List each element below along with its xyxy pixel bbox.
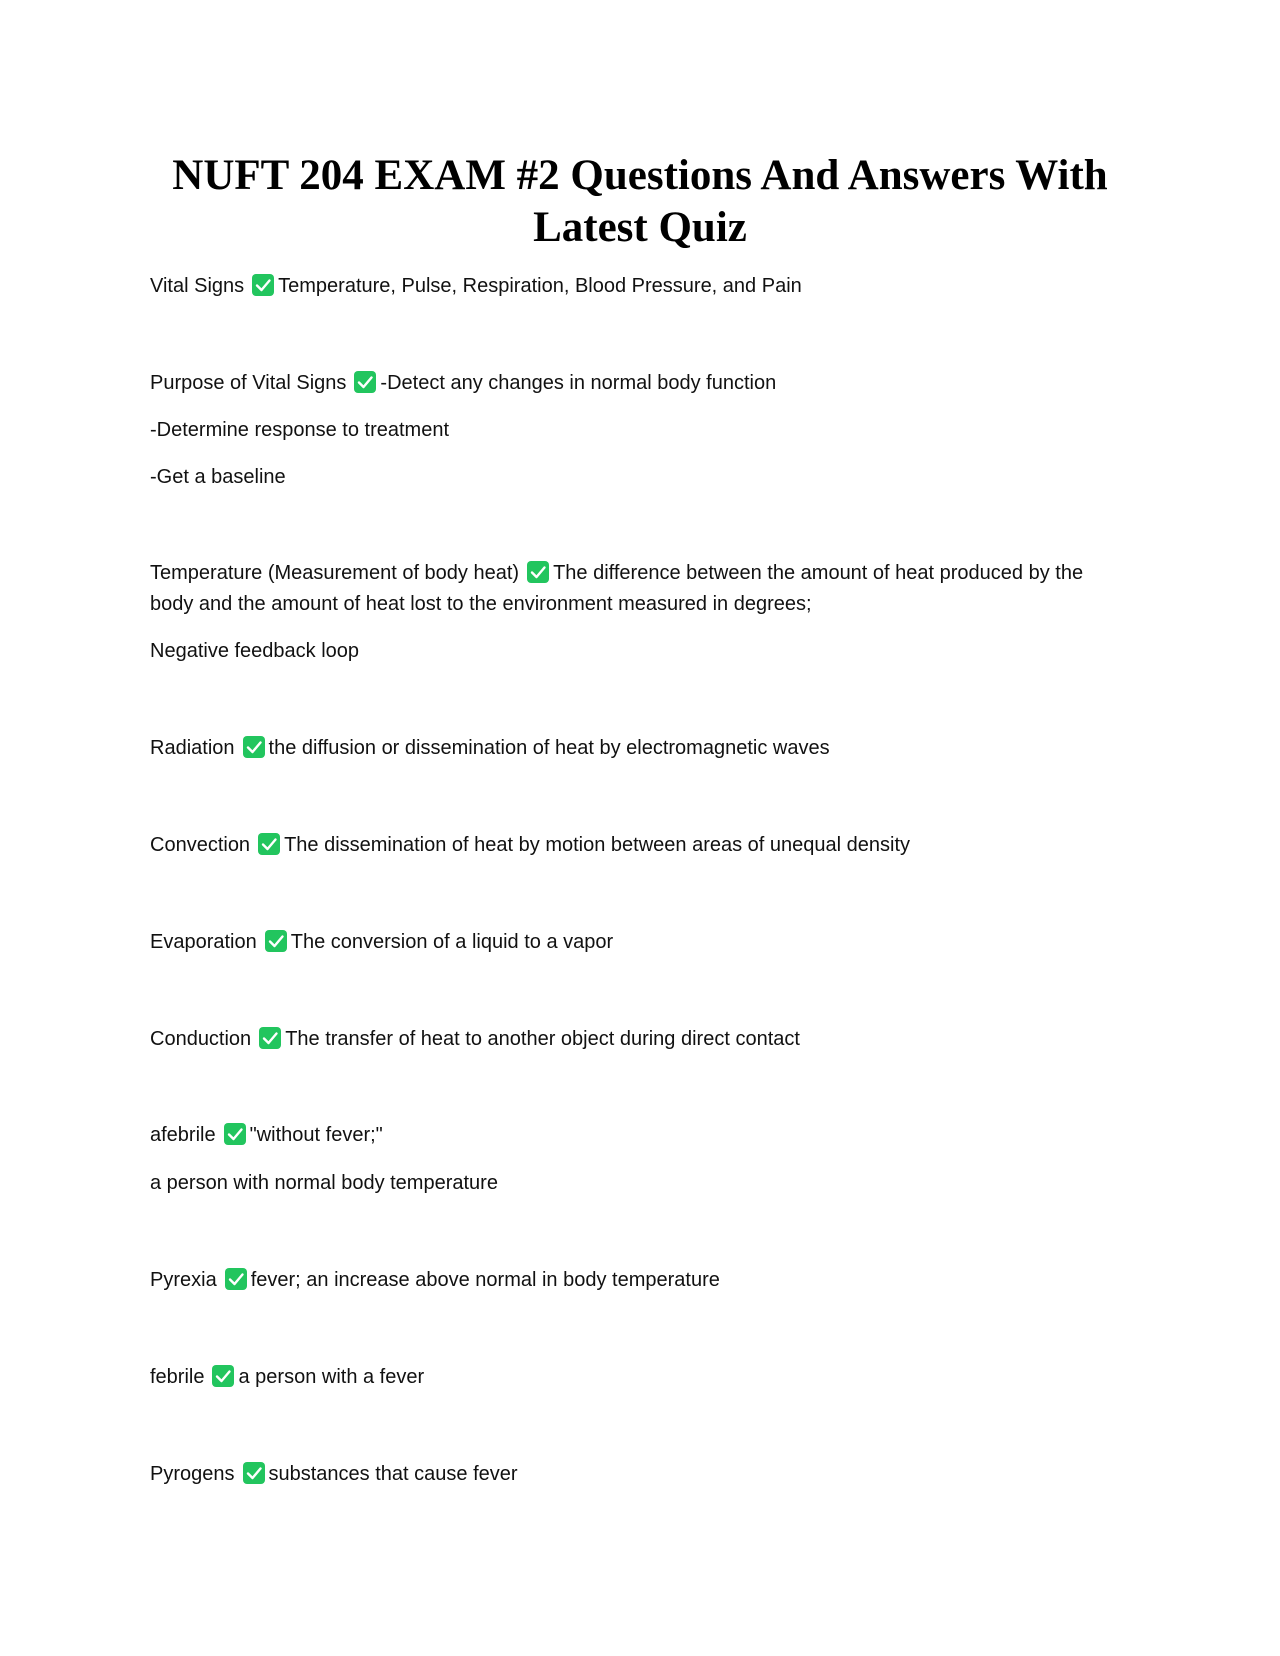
qa-definition: substances that cause fever [268,1463,518,1485]
check-mark-icon [259,1027,281,1049]
qa-term: Evaporation [150,931,257,953]
qa-item [150,1265,1130,1296]
qa-term: Convection [150,834,251,856]
qa-definition: "without fever;" [249,1124,383,1146]
qa-definition: The transfer of heat to another object during direct contact [285,1028,800,1050]
qa-definition: -Detect any changes in normal body function [380,372,777,394]
qa-term: Temperature (Measurement of body heat) [150,562,520,584]
qa-item [150,558,1130,620]
qa-item [150,1459,1130,1490]
check-mark-icon [243,1462,265,1484]
check-mark-icon [224,1123,246,1145]
qa-item [150,830,1130,861]
qa-item [150,927,1130,958]
qa-item [150,733,1130,764]
qa-extra-line: Negative feedback loop [150,640,360,662]
qa-term: Pyrogens [150,1463,235,1485]
qa-term: afebrile [150,1124,216,1146]
qa-term: Vital Signs [150,275,245,297]
qa-definition: The conversion of a liquid to a vapor [290,931,614,953]
qa-definition: The dissemination of heat by motion between areas of unequal density [284,834,911,856]
qa-term: Conduction [150,1028,252,1050]
document-title: NUFT 204 EXAM #2 Questions And Answers With Latest Quiz [172,152,1108,251]
qa-definition: fever; an increase above normal in body temperature [250,1269,720,1291]
qa-item [150,1120,1130,1151]
qa-item [150,1362,1130,1393]
check-mark-icon [225,1268,247,1290]
qa-definition: The difference between the amount of heat produced by the body and the amount of heat lost to the environment measured in degrees; [150,562,1084,615]
qa-item [150,1024,1130,1055]
qa-extra-line: a person with normal body temperature [150,1172,498,1194]
qa-extra-line: -Determine response to treatment [150,419,450,441]
qa-item [150,271,1130,302]
qa-term: febrile [150,1366,205,1388]
check-mark-icon [243,736,265,758]
check-mark-icon [527,561,549,583]
check-mark-icon [212,1365,234,1387]
qa-item [150,368,1130,399]
qa-term: Radiation [150,737,235,759]
check-mark-icon [265,930,287,952]
check-mark-icon [354,371,376,393]
qa-term: Pyrexia [150,1269,217,1291]
qa-term: Purpose of Vital Signs [150,372,347,394]
check-mark-icon [252,274,274,296]
qa-definition: the diffusion or dissemination of heat by electromagnetic waves [268,737,830,759]
qa-definition: a person with a fever [238,1366,425,1388]
qa-definition: Temperature, Pulse, Respiration, Blood Pressure, and Pain [278,275,802,297]
qa-extra-line: -Get a baseline [150,466,286,488]
check-mark-icon [258,833,280,855]
